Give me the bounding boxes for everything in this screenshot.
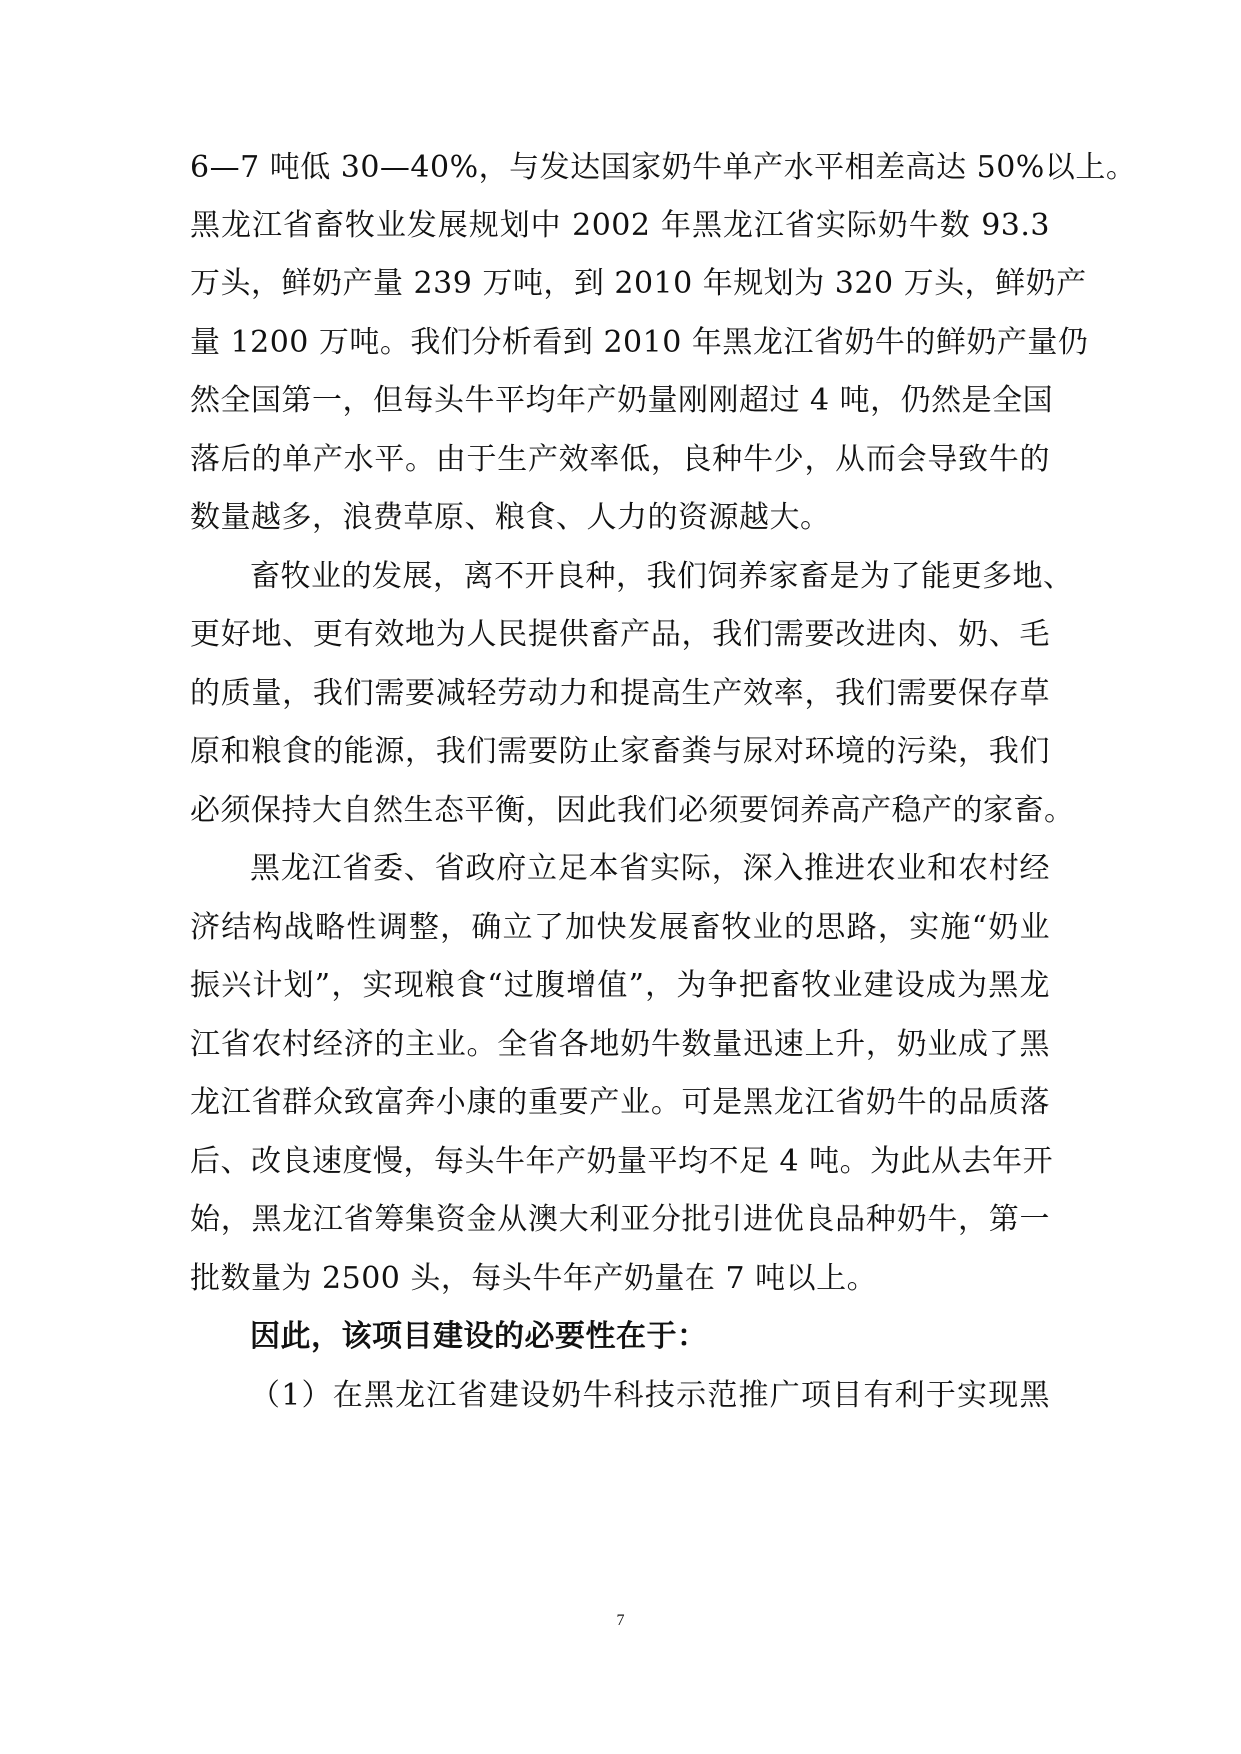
text-line: 振兴计划”，实现粮食“过腹增值”，为争把畜牧业建设成为黑龙	[190, 968, 1050, 1003]
text-line: 始，黑龙江省筹集资金从澳大利亚分批引进优良品种奶牛，第一	[190, 1202, 1050, 1237]
text-line: 的质量，我们需要减轻劳动力和提高生产效率，我们需要保存草	[190, 676, 1050, 711]
text-line: 原和粮食的能源，我们需要防止家畜粪与尿对环境的污染，我们	[190, 734, 1050, 769]
text-line: 必须保持大自然生态平衡，因此我们必须要饲养高产稳产的家畜。	[190, 793, 1075, 828]
text-line: 然全国第一，但每头牛平均年产奶量刚刚超过 4 吨，仍然是全国	[190, 383, 1054, 418]
text-line: 万头，鲜奶产量 239 万吨，到 2010 年规划为 320 万头，鲜奶产	[190, 266, 1087, 301]
text-line: 江省农村经济的主业。全省各地奶牛数量迅速上升，奶业成了黑	[190, 1027, 1050, 1062]
text-line: 后、改良速度慢，每头牛年产奶量平均不足 4 吨。为此从去年开	[190, 1144, 1054, 1179]
text-line: 落后的单产水平。由于生产效率低，良种牛少，从而会导致牛的	[190, 442, 1050, 477]
text-line: （1）在黑龙江省建设奶牛科技示范推广项目有利于实现黑	[250, 1378, 1050, 1413]
text-line: 更好地、更有效地为人民提供畜产品，我们需要改进肉、奶、毛	[190, 617, 1050, 652]
text-line: 龙江省群众致富奔小康的重要产业。可是黑龙江省奶牛的品质落	[190, 1085, 1050, 1120]
text-line: 批数量为 2500 头，每头牛年产奶量在 7 吨以上。	[190, 1261, 878, 1296]
text-line: 6—7 吨低 30—40%，与发达国家奶牛单产水平相差高达 50%以上。	[190, 150, 1137, 185]
page-number: 7	[616, 1612, 625, 1629]
text-line: 济结构战略性调整，确立了加快发展畜牧业的思路，实施“奶业	[190, 910, 1050, 945]
text-line: 黑龙江省畜牧业发展规划中 2002 年黑龙江省实际奶牛数 93.3	[190, 208, 1050, 243]
text-line: 黑龙江省委、省政府立足本省实际，深入推进农业和农村经	[250, 851, 1050, 886]
text-line: 数量越多，浪费草原、粮食、人力的资源越大。	[190, 500, 831, 535]
text-line: 畜牧业的发展，离不开良种，我们饲养家畜是为了能更多地、	[250, 559, 1074, 594]
section-heading: 因此，该项目建设的必要性在于：	[250, 1319, 708, 1354]
text-line: 量 1200 万吨。我们分析看到 2010 年黑龙江省奶牛的鲜奶产量仍	[190, 325, 1089, 360]
